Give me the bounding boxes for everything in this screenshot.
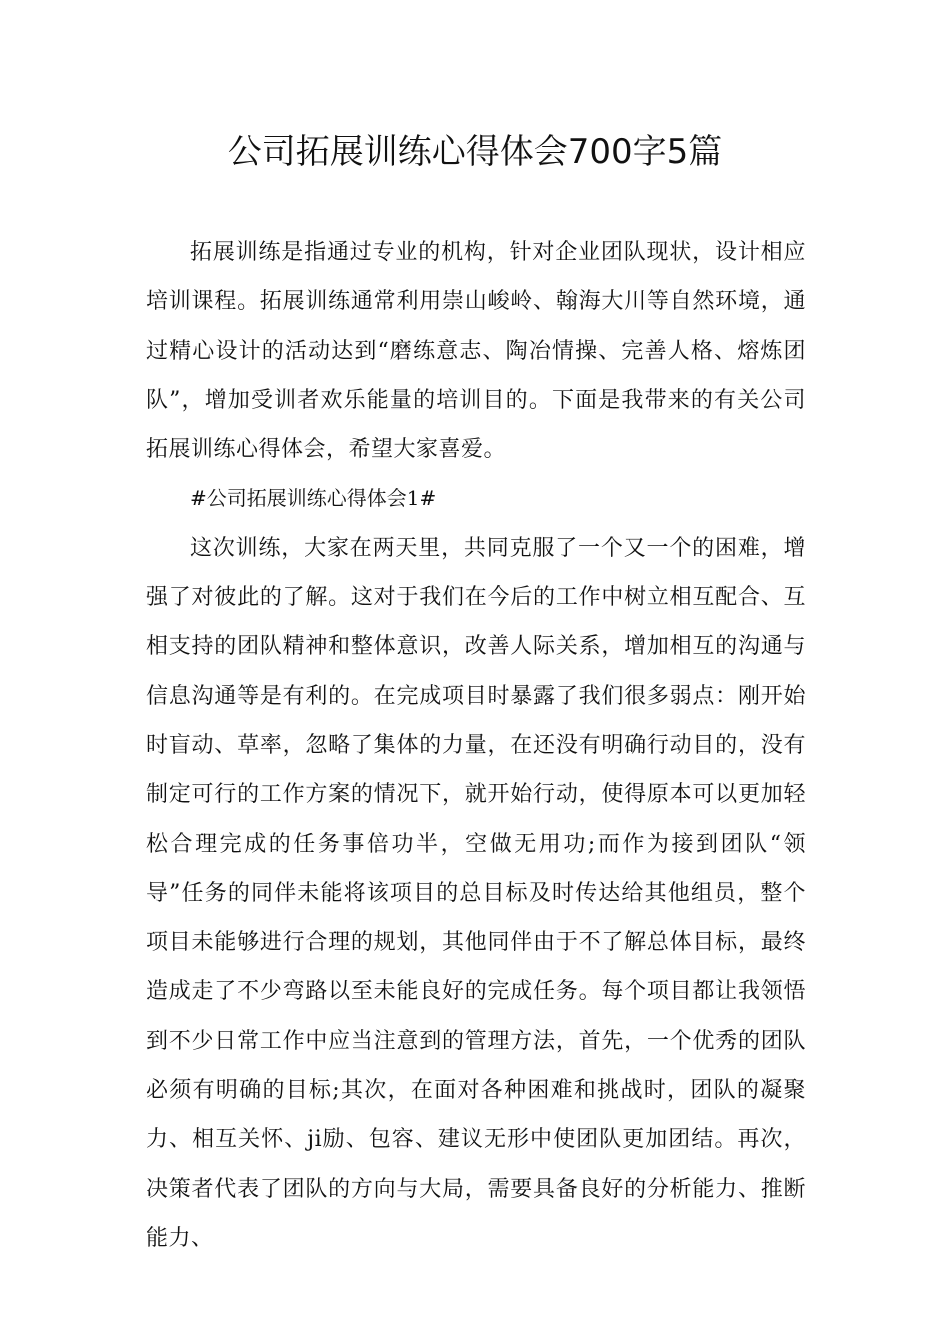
document-title: 公司拓展训练心得体会700字5篇 — [227, 132, 723, 172]
intro-paragraph: 拓展训练是指通过专业的机构，针对企业团队现状，设计相应培训课程。拓展训练通常利用崇山峻岭、翰海大川等自然环境，通过精心设计的活动达到“磨练意志、陶冶情操、完善人格、熔炼团队”，增加受训者欢乐能量的培训目的。下面是我带来的有关公司拓展训练心得体会，希望大家喜爱。 — [146, 240, 806, 463]
section-heading: #公司拓展训练心得体会1# — [190, 486, 437, 511]
section-paragraph: 这次训练，大家在两天里，共同克服了一个又一个的困难，增强了对彼此的了解。这对于我们在今后的工作中树立相互配合、互相支持的团队精神和整体意识，改善人际关系，增加相互的沟通与信息沟通等是有利的。在完成项目时暴露了我们很多弱点：刚开始时盲动、草率，忽略了集体的力量，在还没有明确行动目的，没有制定可行的工作方案的情况下，就开始行动，使得原本可以更加轻松合理完成的任务事倍功半，空做无用功;而作为接到团队“领导”任务的同伴未能将该项目的总目标及时传达给其他组员，整个项目未能够进行合理的规划，其他同伴由于不了解总体目标，最终造成走了不少弯路以至未能良好的完成任务。每个项目都让我领悟到不少日常工作中应当注意到的管理方法，首先，一个优秀的团队必须有明确的目标;其次，在面对各种困难和挑战时，团队的凝聚力、相互关怀、ji励、包容、建议无形中使团队更加团结。再次，决策者代表了团队的方向与大局，需要具备良好的分析能力、推断能力、 — [146, 535, 806, 1251]
document-body — [146, 228, 806, 1263]
